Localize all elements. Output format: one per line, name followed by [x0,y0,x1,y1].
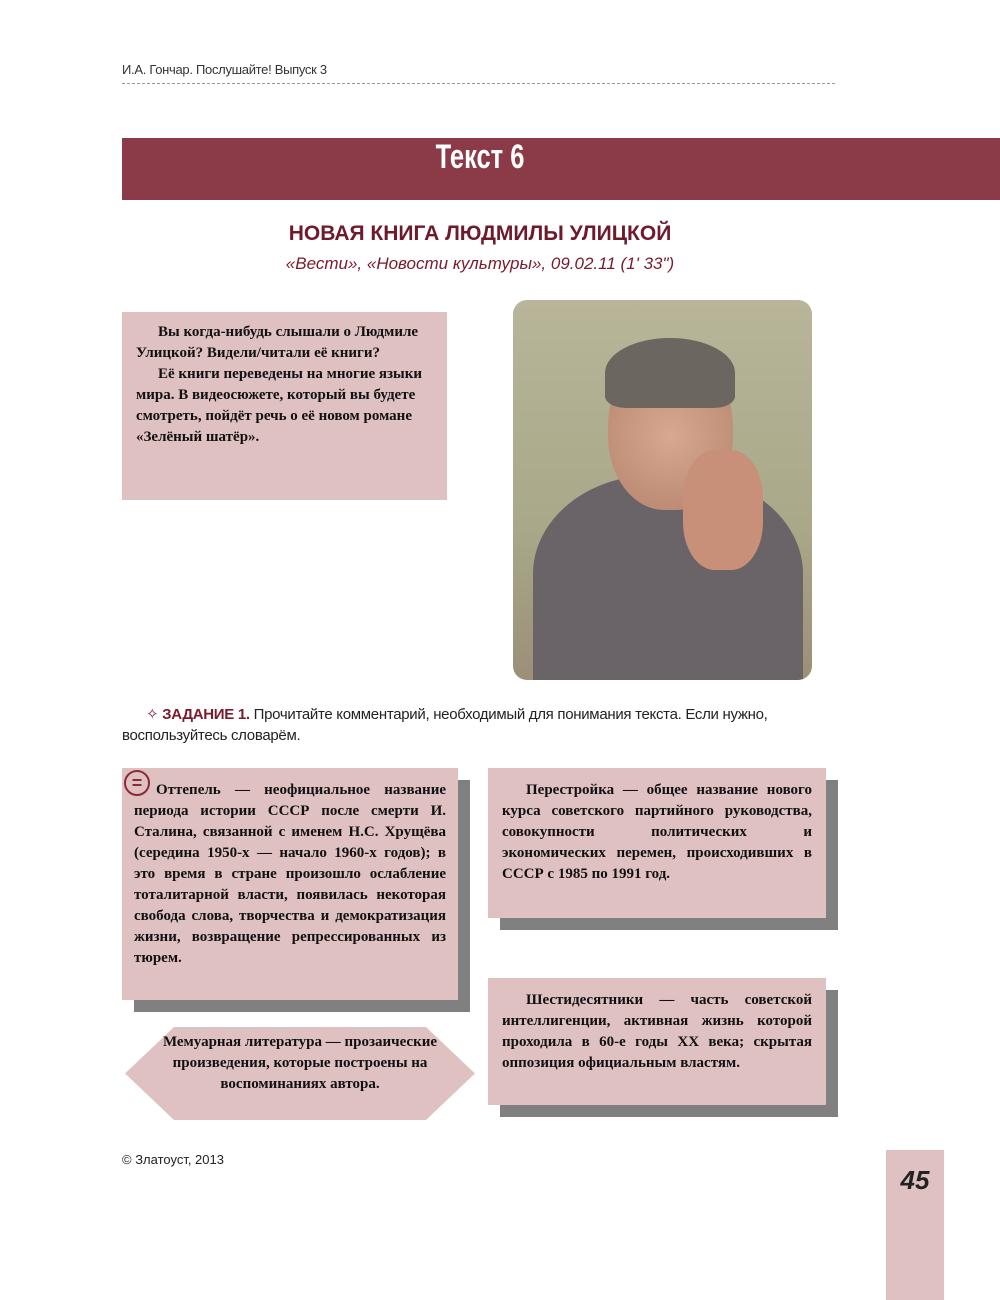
article-source: «Вести», «Новости культуры», 09.02.11 (1' 33") [285,254,675,273]
intro-paragraph: Вы когда-нибудь слышали о Людмиле Улицкой? Видели/читали её книги? [136,324,419,361]
header-divider [122,83,835,84]
intro-paragraph: Её книги переведены на многие языки мира. В видеосюжете, который вы будете смотреть, пойдёт речь о её новом романе «Зелёный шатёр». [136,366,423,445]
note-thaw [122,768,458,1000]
section-banner [122,138,1000,200]
note-text: Шестидесятники — часть советской интеллигенции, активная жизнь которой проходила в 60-е годы XX века; скрытая оппозиция официальным властям. [502,992,812,1071]
copyright: © Златоуст, 2013 [122,1152,224,1167]
note-perestroika [488,768,826,918]
task-1 [122,704,836,746]
task-label: ЗАДАНИЕ 1. [162,706,250,723]
article-heading: НОВАЯ КНИГА ЛЮДМИЛЫ УЛИЦКОЙ [288,222,672,245]
note-memoir: Мемуарная литература — прозаические произведения, которые построены на воспоминаниях автора. [162,1034,438,1092]
star-icon: ✧ [146,706,159,723]
page-number: 45 [900,1165,930,1195]
note-text: Перестройка — общее название нового курса советского партийного руководства, совокупности политических и экономических перемен, происходивших в СССР с 1985 по 1991 год. [502,782,812,882]
intro-box [122,312,447,500]
section-title: Текст 6 [435,138,525,176]
note-sixties [488,978,826,1105]
running-head: И.А. Гончар. Послушайте! Выпуск 3 [122,62,327,77]
note-text: Оттепель — неофициальное название периода истории СССР после смерти И. Сталина, связанной с именем Н.С. Хрущёва (середина 1950-х — начало 1960-х годов); в это время в стране произошло ослабление тоталитарной власти, появилась некоторая свобода слова, творчества и демократизация жизни, возвращение репрессированных из тюрем. [134,782,446,966]
note-icon: = [124,770,150,796]
task-text: Прочитайте комментарий, необходимый для понимания текста. Если нужно, воспользуйтесь словарём. [122,706,768,744]
author-photo [513,300,812,680]
